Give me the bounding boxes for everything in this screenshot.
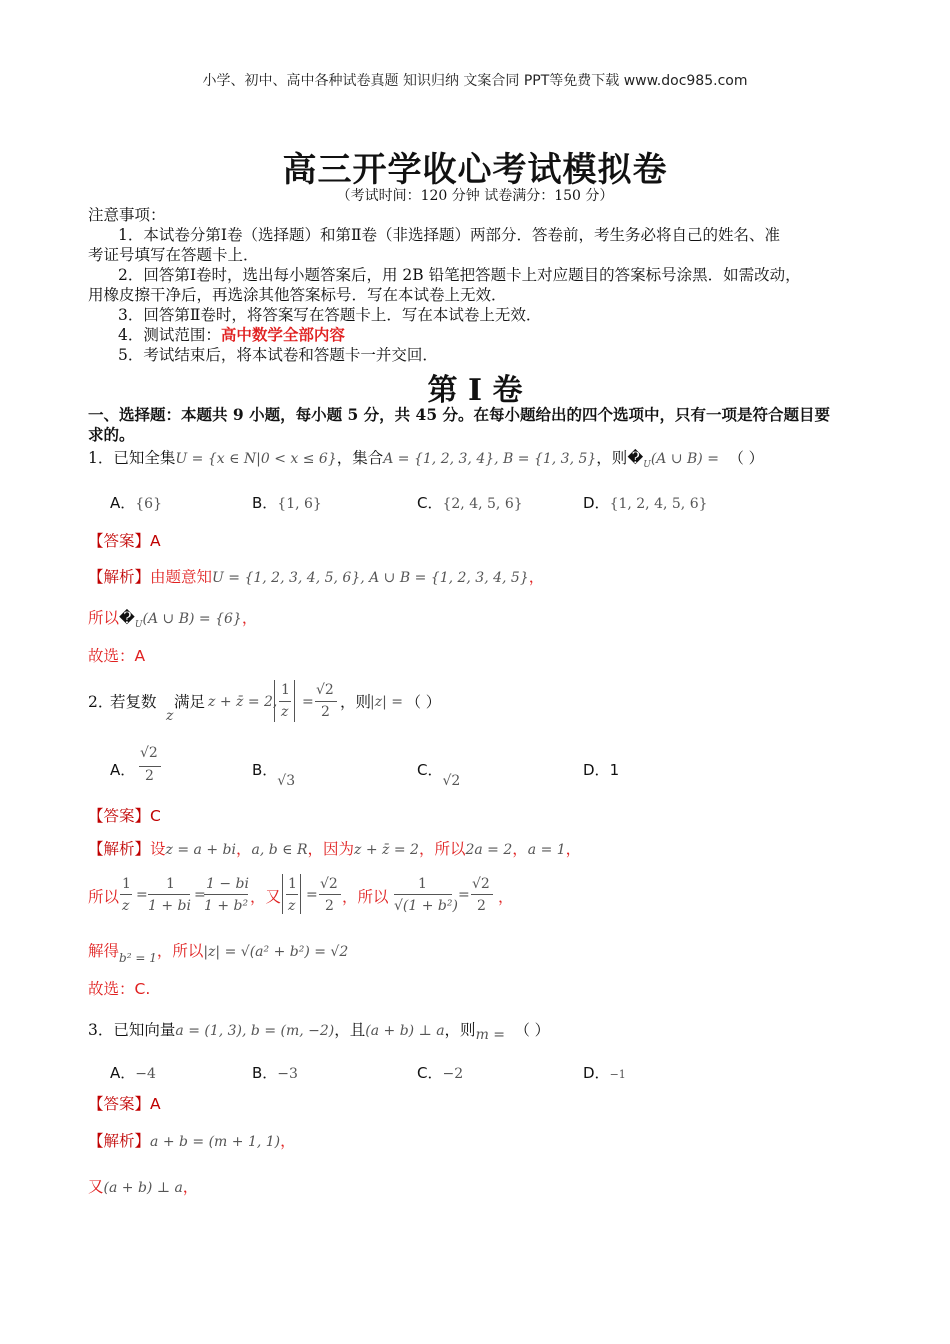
q3-m: m = xyxy=(475,1027,506,1043)
notes-heading: 注意事项： xyxy=(88,206,166,224)
section-heading-line-2: 求的。 xyxy=(88,425,135,444)
q2-l2-frac2-bar xyxy=(148,894,190,895)
q2-l2-end: ， xyxy=(498,888,514,906)
q3-option-c xyxy=(417,1062,463,1083)
q1-stem-text-3: ，则 xyxy=(596,449,628,467)
note-3: 3．回答第Ⅱ卷时，将答案写在答题卡上．写在本试卷上无效． xyxy=(118,306,542,324)
q2-analysis-tag: 【解析】 xyxy=(88,840,151,858)
q1-universal-set: U = {x ∈ N|0 < x ≤ 6} xyxy=(175,451,337,467)
q2-answer xyxy=(88,806,161,826)
q2-option-b xyxy=(252,759,296,789)
q1-analysis-tag: 【解析】 xyxy=(88,568,151,586)
q2-option-c-label: C． xyxy=(417,761,443,779)
q1-union: (A ∪ B) = xyxy=(650,451,719,467)
q1-analysis-end: ， xyxy=(528,568,545,586)
q1-number: 1． xyxy=(88,449,114,467)
q3-option-b-value: −3 xyxy=(277,1066,298,1082)
q1-option-c xyxy=(417,492,523,513)
q1-so-complement: � xyxy=(119,609,135,627)
q1-choose: 故选：A xyxy=(88,647,146,665)
q3-option-a-value: −4 xyxy=(135,1066,156,1082)
q3-option-d-value: −1 xyxy=(609,1068,626,1081)
q3-again-math: (a + b) ⊥ a xyxy=(103,1180,183,1196)
q3-analysis xyxy=(88,1131,296,1152)
q2-option-c-value: √2 xyxy=(442,773,461,789)
q2-l2-eq2: = xyxy=(194,887,206,903)
q2-l2-eq3: = xyxy=(306,887,318,903)
q2-a1-math: z = a + bi xyxy=(165,842,236,858)
q2-den-2: 2 xyxy=(321,704,330,720)
q3-option-b-label: B． xyxy=(252,1064,278,1082)
q2-l2-frac1-bar xyxy=(120,894,132,895)
q1-option-a-value: {6} xyxy=(135,496,162,512)
q3-again-text: 又 xyxy=(88,1178,104,1196)
note-4 xyxy=(118,325,345,345)
q1-option-b xyxy=(252,492,322,513)
page-title: 高三开学收心考试模拟卷 xyxy=(282,150,668,190)
q2-a2: ， xyxy=(235,840,252,858)
q2-l2-frac4-den: 2 xyxy=(325,898,334,914)
q3-option-c-label: C． xyxy=(417,1064,443,1082)
q1-analysis xyxy=(88,567,544,588)
q1-option-d-label: D． xyxy=(583,494,610,512)
q2-l2-frac4-bar xyxy=(319,894,341,895)
q3-vectors: a = (1, 3), b = (m, −2) xyxy=(175,1023,335,1039)
q3-answer xyxy=(88,1094,161,1114)
q2-option-b-label: B． xyxy=(252,761,278,779)
q1-option-c-label: C． xyxy=(417,494,443,512)
q2-l2-frac2-den: 1 + bi xyxy=(148,898,191,914)
q3-stem-text-2: ，且 xyxy=(334,1021,366,1039)
q2-option-a-numerator: √2 xyxy=(140,745,158,761)
q2-abs-z: |z| = xyxy=(370,694,403,710)
q3-again xyxy=(88,1177,198,1198)
q1-sets: A = {1, 2, 3, 4}, B = {1, 3, 5} xyxy=(383,451,597,467)
note-5: 5．考试结束后，将本试卷和答题卡一并交回． xyxy=(118,346,438,364)
q1-option-c-value: {2, 4, 5, 6} xyxy=(442,496,523,512)
q3-analysis-tag: 【解析】 xyxy=(88,1132,151,1150)
section-heading-line-1: 一、选择题：本题共 9 小题，每小题 5 分，共 45 分。在每小题给出的四个选项中，只有一项是符合题目要 xyxy=(88,405,831,424)
q1-option-a-label: A． xyxy=(110,494,136,512)
q1-complement-symbol: � xyxy=(627,449,644,467)
q2-a3-math: z + z̄ = 2 xyxy=(354,842,419,858)
q1-answer-tag: 【答案】 xyxy=(88,532,151,550)
q3-option-d-label: D． xyxy=(583,1064,610,1082)
q2-l2-abs-left xyxy=(282,874,285,914)
q2-choose: 故选：C. xyxy=(88,980,151,998)
q2-option-d-label: D． xyxy=(583,761,610,779)
q3-number: 3． xyxy=(88,1021,114,1039)
q2-l3-solve: 解得 xyxy=(88,942,120,960)
question-1 xyxy=(88,448,764,475)
q1-answer xyxy=(88,531,161,551)
site-header: 小学、初中、高中各种试卷真题 知识归纳 文案合同 PPT等免费下载 www.doc985.com xyxy=(202,73,748,89)
q2-option-a-bar xyxy=(139,766,161,767)
q1-conclusion xyxy=(88,608,257,635)
q1-analysis-math: U = {1, 2, 3, 4, 5, 6}, A ∪ B = {1, 2, 3, 4, 5} xyxy=(212,570,529,586)
q2-l2-frac1-num: 1 xyxy=(122,876,131,892)
q2-analysis-line-3 xyxy=(88,941,349,965)
q3-option-a-label: A． xyxy=(110,1064,136,1082)
q3-analysis-end: ， xyxy=(280,1132,296,1150)
q3-option-c-value: −2 xyxy=(442,1066,464,1082)
q2-l3-b: b² = 1 xyxy=(119,951,157,965)
q1-so-text: 所以 xyxy=(88,609,120,627)
q2-l2-eq4: = xyxy=(458,887,470,903)
q2-option-c xyxy=(417,759,461,789)
q2-l2-so2: ，所以 xyxy=(342,888,389,906)
q2-l2-abs-den: z xyxy=(288,898,296,914)
q1-so-sub: U xyxy=(134,620,143,631)
q2-analysis-line-2 xyxy=(88,872,528,922)
q2-l2-frac3-num: 1 − bi xyxy=(206,876,249,892)
q2-equals: = xyxy=(302,694,314,710)
q2-l2-sqrt2-b: √2 xyxy=(472,876,490,892)
q2-sqrt2: √2 xyxy=(316,682,334,698)
q2-l2-frac2-num: 1 xyxy=(166,876,175,892)
q3-option-b xyxy=(252,1062,298,1083)
q3-option-d xyxy=(583,1062,626,1083)
q1-option-b-label: B． xyxy=(252,494,278,512)
question-3 xyxy=(88,1020,550,1041)
q2-number: 2． xyxy=(88,693,114,711)
q3-analysis-math: a + b = (m + 1, 1) xyxy=(150,1134,281,1150)
q2-condition: z + z̄ = 2, xyxy=(208,694,278,710)
q2-l2-abs-right xyxy=(300,874,303,914)
note-2-line-1: 2．回答第Ⅰ卷时，选出每小题答案后，用 2B 铅笔把答题卡上对应题目的答案标号涂黑．如需改动， xyxy=(118,266,801,284)
q2-a6: ， xyxy=(565,840,582,858)
q2-l2-frac1-den: z xyxy=(122,898,130,914)
q2-l2-again: ，又 xyxy=(250,888,282,906)
q2-abs-denominator: z xyxy=(281,704,289,720)
q3-stem-text-3: ，则 xyxy=(444,1021,476,1039)
q2-l3-math: |z| = √(a² + b²) = √2 xyxy=(203,944,349,960)
q2-a2-math: a, b ∈ R xyxy=(251,842,308,858)
q1-stem-text: 已知全集 xyxy=(113,449,176,467)
q2-stem-text-2: 满足 xyxy=(174,693,206,711)
q3-answer-value: A xyxy=(150,1095,161,1113)
q2-a1: 设 xyxy=(150,840,166,858)
note-2-line-2: 用橡皮擦干净后，再选涂其他答案标号．写在本试卷上无效． xyxy=(88,286,507,304)
q2-l2-eq1: = xyxy=(136,887,148,903)
q2-a4: ，所以 xyxy=(418,840,466,858)
q2-analysis-line-1 xyxy=(88,839,581,860)
q1-so-math: (A ∪ B) = {6} xyxy=(142,611,242,627)
q3-again-end: ， xyxy=(182,1178,199,1196)
note-1-line-1: 1．本试卷分第Ⅰ卷（选择题）和第Ⅱ卷（非选择题）两部分．答卷前，考生务必将自己的姓名、准 xyxy=(118,226,781,244)
q2-l2-frac3-bar xyxy=(204,894,248,895)
q2-l3-so: ，所以 xyxy=(156,942,204,960)
q1-option-a xyxy=(110,492,162,513)
q2-option-a-denominator: 2 xyxy=(145,768,154,784)
q1-option-d xyxy=(583,492,708,513)
q1-paren: （ ） xyxy=(728,449,764,467)
q2-abs-bar-left xyxy=(274,680,277,722)
q2-a4-math: 2a = 2 xyxy=(465,842,513,858)
q2-option-d-value: 1 xyxy=(609,761,620,779)
q2-l2-frac5-den: √(1 + b²) xyxy=(394,898,458,914)
volume-title: 第 I 卷 xyxy=(427,373,523,408)
q2-a5: ， xyxy=(512,840,528,858)
q2-stem-text: 若复数 xyxy=(110,693,157,711)
q1-so-end: ， xyxy=(241,609,258,627)
q2-l2-frac6-bar xyxy=(471,894,493,895)
q2-l2-so: 所以 xyxy=(88,888,120,906)
q3-option-a xyxy=(110,1062,156,1083)
q2-abs-numerator: 1 xyxy=(281,682,290,698)
q2-option-a-label: A． xyxy=(110,761,136,779)
q2-a3: ，因为 xyxy=(307,840,355,858)
q2-l2-frac5-bar xyxy=(394,894,452,895)
q2-a5-math: a = 1 xyxy=(527,842,566,858)
note-4-prefix: 4．测试范围： xyxy=(118,326,221,344)
q2-answer-tag: 【答案】 xyxy=(88,807,151,825)
q2-l2-abs-bar xyxy=(286,894,298,895)
q2-paren: （ ） xyxy=(406,693,441,711)
q2-l2-frac3-den: 1 + b² xyxy=(204,898,249,914)
q3-stem-text: 已知向量 xyxy=(113,1021,176,1039)
q3-paren: （ ） xyxy=(514,1021,550,1039)
q1-stem-text-2: ，集合 xyxy=(336,449,384,467)
q2-l2-sqrt2: √2 xyxy=(320,876,338,892)
q2-abs-bar-right xyxy=(294,680,297,722)
q1-option-d-value: {1, 2, 4, 5, 6} xyxy=(609,496,708,512)
exam-info: （考试时间：120 分钟 试卷满分：150 分） xyxy=(336,188,614,204)
note-1-line-2: 考证号填写在答题卡上． xyxy=(88,246,259,264)
q1-answer-value: A xyxy=(150,532,161,550)
q1-option-b-value: {1, 6} xyxy=(277,496,322,512)
q3-answer-tag: 【答案】 xyxy=(88,1095,151,1113)
q2-l2-abs-num: 1 xyxy=(288,876,297,892)
q2-option-d xyxy=(583,759,619,780)
q2-var-z: z xyxy=(166,708,174,724)
q2-l2-frac6-den: 2 xyxy=(477,898,486,914)
q3-perp: (a + b) ⊥ a xyxy=(365,1023,445,1039)
q2-l2-frac5-num: 1 xyxy=(418,876,427,892)
q2-option-b-value: √3 xyxy=(277,773,296,789)
q1-complement-sub: U xyxy=(643,460,651,471)
q2-answer-value: C xyxy=(150,807,161,825)
q2-stem-text-3: ，则 xyxy=(340,693,372,711)
test-scope: 高中数学全部内容 xyxy=(220,325,345,344)
q1-analysis-text: 由题意知 xyxy=(150,568,213,586)
